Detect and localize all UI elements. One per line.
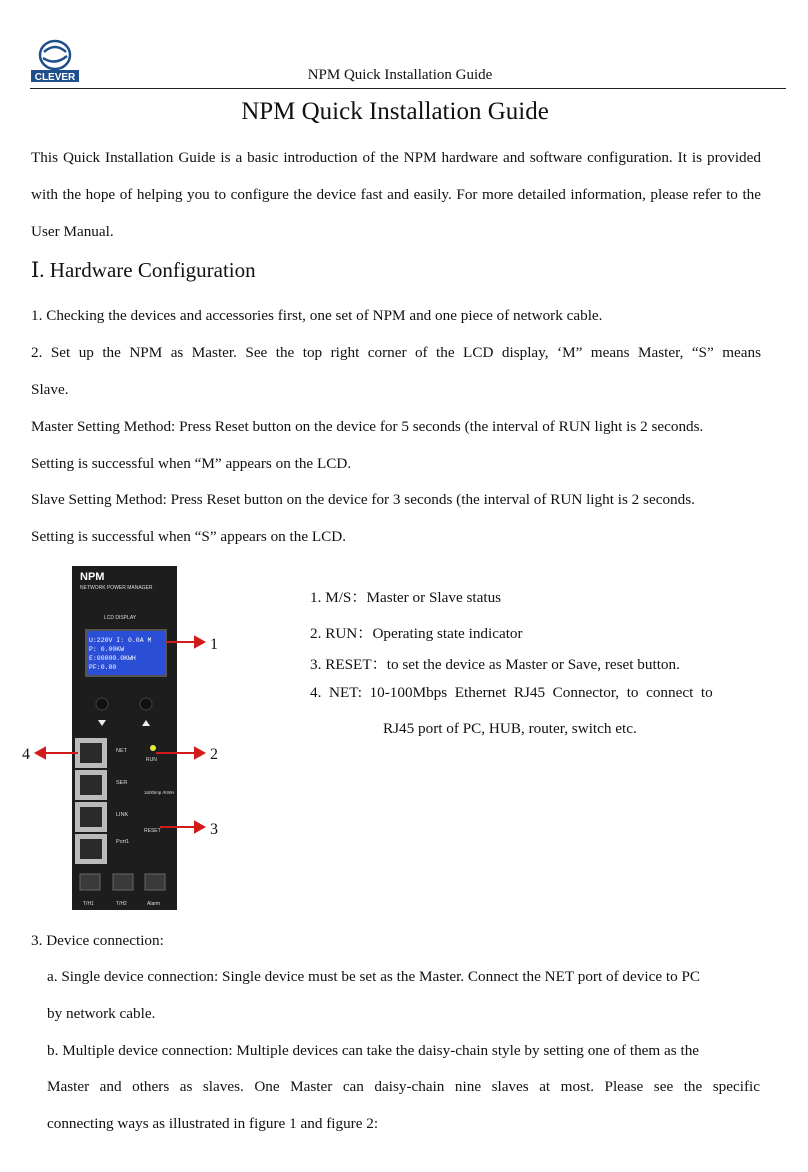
down-button — [96, 698, 108, 710]
imp-label: 1600imp /KWH — [144, 790, 175, 795]
step-2-line-2: Slave. — [31, 381, 69, 398]
legend-item-1: 1. M/S：Master or Slave status — [310, 589, 502, 606]
multiple-connection-line-3: connecting ways as illustrated in figure 1 and figure 2: — [47, 1115, 379, 1132]
net-port — [75, 738, 107, 768]
device-figure — [0, 560, 300, 920]
multiple-connection-line-2: Master and others as slaves. One Master can daisy-chain nine slaves at most. Please see the specific — [47, 1078, 760, 1095]
lcd-line-1: U:220V I: 0.0A M — [89, 637, 152, 644]
callout-3: 3 — [210, 821, 218, 838]
master-method-line-2: Setting is successful when “M” appears on the LCD. — [31, 455, 352, 472]
device-connection-heading: 3. Device connection: — [31, 932, 164, 949]
bottom-label-th1: T/H1 — [83, 901, 94, 907]
th1-jack — [80, 874, 100, 890]
reset-label: RESET — [144, 828, 161, 834]
arrow-head-1-icon — [195, 637, 204, 647]
legend-item-4-line-2: RJ45 port of PC, HUB, router, switch etc. — [383, 720, 637, 737]
up-button — [140, 698, 152, 710]
port-label-ser: SER — [116, 780, 128, 786]
device-brand: NPM — [80, 571, 105, 583]
logo-text: CLEVER — [34, 72, 76, 83]
intro-paragraph: This Quick Installation Guide is a basic introduction of the NPM hardware and software configuration. It is provided with the hope of helping you to configure the device fast and easily. For more detailed information, please refer to the User Manual. — [31, 149, 761, 240]
lcd-label: LCD DISPLAY — [104, 615, 137, 621]
run-led-icon — [150, 745, 156, 751]
multiple-connection-line-1: b. Multiple device connection: Multiple devices can take the daisy-chain style by setting one of them as the — [47, 1042, 700, 1059]
slave-method-line-1: Slave Setting Method: Press Reset button on the device for 3 seconds (the interval of RUN light is 2 seconds. — [31, 491, 695, 508]
section-heading-hardware: Ⅰ. Hardware Configuration — [31, 258, 256, 282]
arrow-head-3-icon — [195, 822, 204, 832]
lcd-line-3: E:00000.0KWH — [89, 655, 136, 662]
callout-1: 1 — [210, 636, 218, 653]
port1-port — [75, 834, 107, 864]
document-title: NPM Quick Installation Guide — [241, 98, 549, 125]
legend-item-2: 2. RUN：Operating state indicator — [310, 625, 523, 642]
legend-item-3: 3. RESET：to set the device as Master or Save, reset button. — [310, 656, 680, 673]
port-label-link: LINK — [116, 812, 129, 818]
step-1-text: 1. Checking the devices and accessories first, one set of NPM and one piece of network cable. — [31, 307, 603, 324]
master-method-line-1: Master Setting Method: Press Reset button on the device for 5 seconds (the interval of RUN light is 2 seconds. — [31, 418, 704, 435]
callout-4: 4 — [22, 746, 30, 763]
th2-jack — [113, 874, 133, 890]
run-label: RUN — [146, 757, 157, 763]
bottom-label-th2: T/H2 — [116, 901, 127, 907]
callout-2: 2 — [210, 746, 218, 763]
step-2-line-1: 2. Set up the NPM as Master. See the top right corner of the LCD display, ‘M” means Master, “S” means — [31, 344, 761, 361]
single-connection-line-2: by network cable. — [47, 1005, 156, 1022]
single-connection-line-1: a. Single device connection: Single device must be set as the Master. Connect the NET port of device to PC — [47, 968, 701, 985]
port-label-port1: Port1 — [116, 839, 130, 845]
bottom-label-alarm: Alarm — [147, 901, 161, 907]
lcd-line-4: PF:0.00 — [89, 664, 117, 671]
arrow-head-2-icon — [195, 748, 204, 758]
lcd-line-2: P: 0.00KW — [89, 646, 125, 653]
alarm-jack — [145, 874, 165, 890]
header-rule — [30, 88, 786, 89]
slave-method-line-2: Setting is successful when “S” appears on the LCD. — [31, 528, 347, 545]
arrow-head-4-icon — [36, 748, 45, 758]
ser-port — [75, 770, 107, 800]
running-header: NPM Quick Installation Guide — [307, 67, 493, 83]
legend-item-4-line-1: 4. NET: 10-100Mbps Ethernet RJ45 Connector, to connect to — [310, 684, 713, 701]
device-subtitle: NETWORK POWER MANAGER — [80, 585, 153, 591]
port-label-net: NET — [116, 748, 127, 754]
link-port — [75, 802, 107, 832]
